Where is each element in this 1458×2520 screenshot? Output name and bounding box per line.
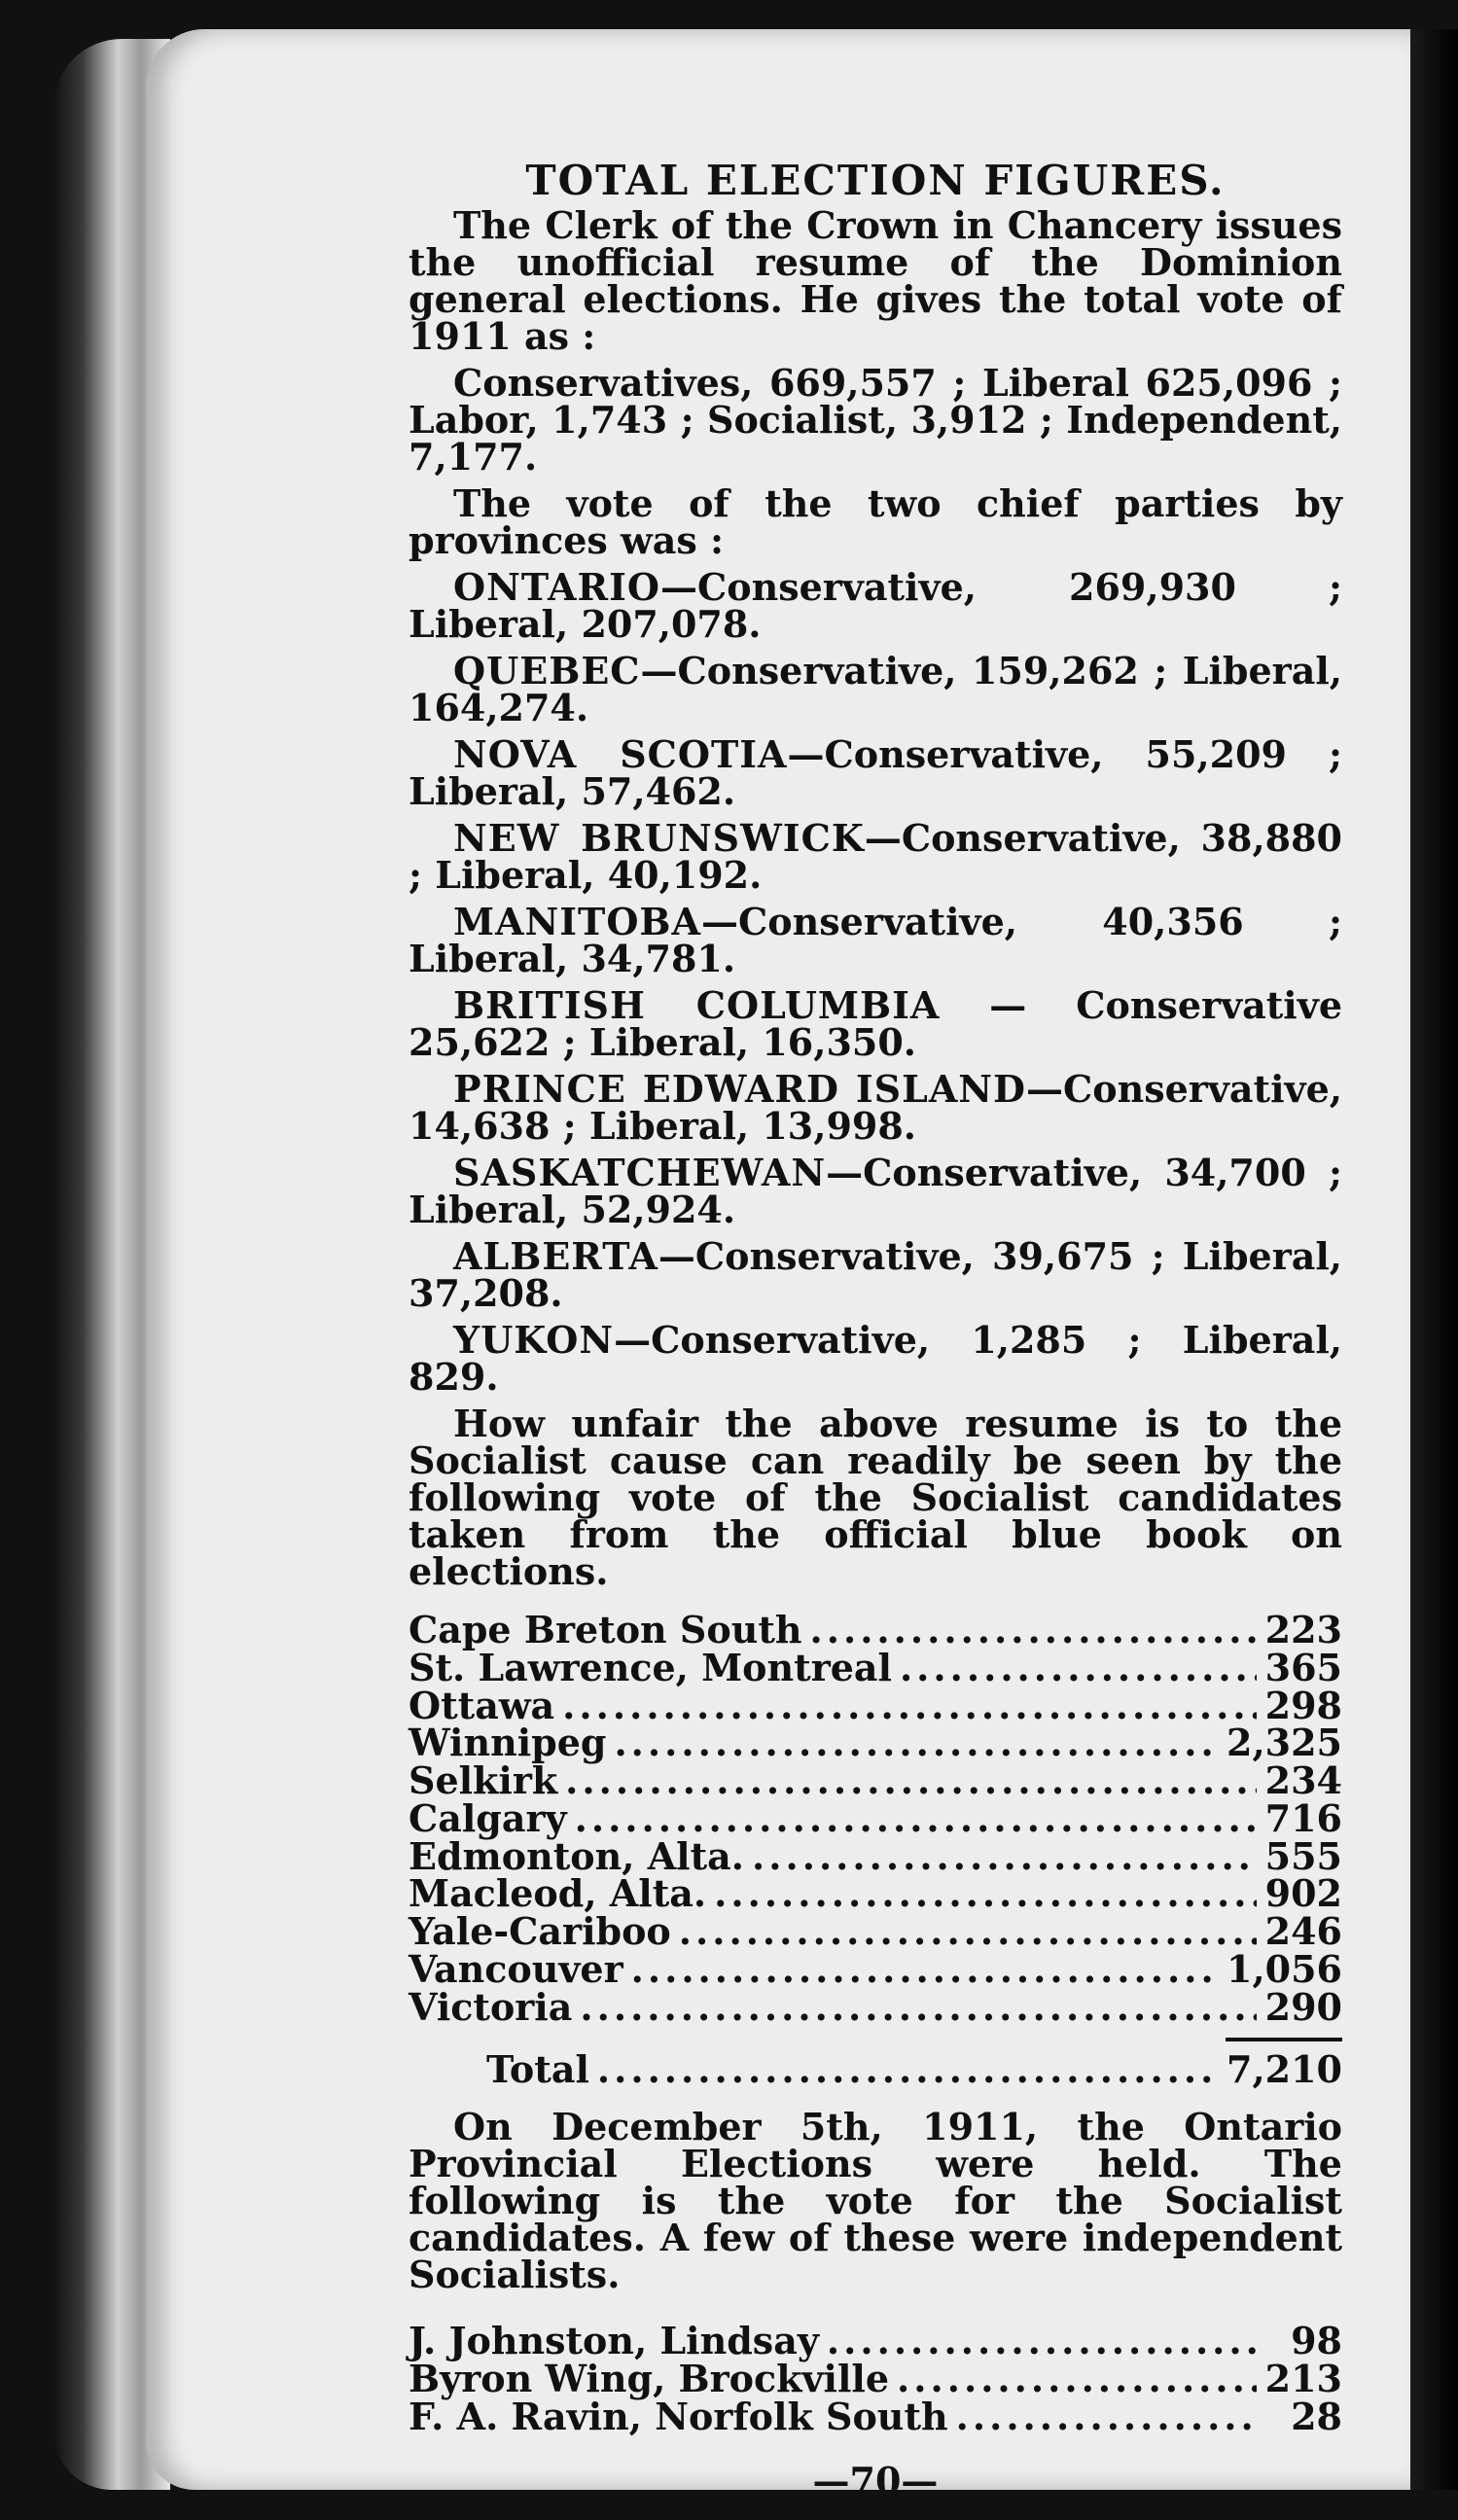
row-votes: 716	[1264, 1795, 1342, 1840]
row-votes: 98	[1291, 2319, 1342, 2362]
province-votes: —Conservative, 55,209 ; Liberal, 57,462.	[409, 732, 1342, 813]
row-votes: 298	[1264, 1683, 1342, 1727]
leader-dots	[631, 1951, 1219, 1989]
riding-vote-row	[409, 1645, 1342, 1689]
candidate-vote-row	[409, 2394, 1342, 2438]
totals-paragraph: Conservatives, 669,557 ; Liberal 625,096 ; Labor, 1,743 ; Socialist, 3,912 ; Independent, 7,177.	[409, 361, 1342, 479]
row-votes: 234	[1264, 1758, 1342, 1802]
riding-vote-row	[409, 1758, 1342, 1802]
page-title: TOTAL ELECTION FIGURES.	[525, 157, 1226, 204]
provinces-list	[409, 565, 1342, 1399]
province-votes: —Conservative, 1,285 ; Liberal, 829.	[409, 1318, 1342, 1399]
row-name: Winnipeg	[409, 1721, 607, 1765]
province-name: ALBERTA	[453, 1234, 658, 1278]
row-votes: 902	[1264, 1871, 1342, 1916]
leader-dots	[679, 1913, 1257, 1951]
row-votes: 1,056	[1227, 1946, 1342, 1991]
province-votes: —Conservative, 159,262 ; Liberal, 164,274.	[409, 649, 1342, 729]
leader-dots	[562, 1687, 1257, 1725]
province-paragraph	[409, 1234, 1342, 1315]
province-name: YUKON	[453, 1318, 615, 1362]
total-row	[409, 2047, 1342, 2092]
province-paragraph	[409, 565, 1342, 646]
row-name: Yale-Cariboo	[409, 1909, 671, 1953]
row-name: St. Lawrence, Montreal	[409, 1645, 892, 1689]
province-paragraph	[409, 900, 1342, 980]
province-paragraph	[409, 732, 1342, 813]
riding-vote-row	[409, 1795, 1342, 1840]
row-name: Macleod, Alta.	[409, 1871, 707, 1916]
row-votes: 2,325	[1227, 1721, 1342, 1765]
province-paragraph	[409, 1067, 1342, 1148]
province-name: NEW BRUNSWICK	[453, 816, 865, 860]
province-name: QUEBEC	[453, 649, 641, 692]
province-paragraph	[409, 983, 1342, 1064]
province-votes: —Conservative, 14,638 ; Liberal, 13,998.	[409, 1067, 1342, 1148]
province-name: MANITOBA	[453, 900, 702, 943]
leader-dots	[956, 2398, 1257, 2436]
province-votes: — Conservative 25,622 ; Liberal, 16,350.	[409, 983, 1342, 1064]
province-votes: —Conservative, 269,930 ; Liberal, 207,078.	[409, 565, 1342, 646]
province-paragraph	[409, 1151, 1342, 1231]
leader-dots	[597, 2051, 1219, 2089]
riding-vote-row	[409, 1608, 1342, 1651]
row-votes: 223	[1264, 1608, 1342, 1651]
row-name: Byron Wing, Brockville	[409, 2356, 890, 2400]
total-rule	[1226, 2038, 1342, 2041]
province-name: ONTARIO	[453, 565, 660, 609]
province-paragraph	[409, 816, 1342, 897]
leader-dots	[580, 1989, 1257, 2027]
row-name: Selkirk	[409, 1758, 558, 1802]
row-votes: 555	[1264, 1833, 1342, 1878]
row-votes: 290	[1264, 1984, 1342, 2029]
leader-dots	[565, 1762, 1257, 1800]
province-name: NOVA SCOTIA	[453, 732, 788, 776]
leader-dots	[575, 1800, 1257, 1838]
row-name: Calgary	[409, 1795, 567, 1840]
riding-vote-row	[409, 1721, 1342, 1765]
row-votes: 28	[1291, 2394, 1342, 2438]
unfair-paragraph: How unfair the above resume is to the Socialist cause can readily be seen by the following vote of the Socialist candidates taken from the official blue book on elections.	[409, 1402, 1342, 1593]
province-votes: —Conservative, 39,675 ; Liberal, 37,208.	[409, 1234, 1342, 1315]
row-name: J. Johnston, Lindsay	[409, 2319, 819, 2362]
row-votes: 213	[1264, 2356, 1342, 2400]
ontario-candidates-table	[409, 2319, 1342, 2438]
row-name: Edmonton, Alta.	[409, 1833, 745, 1878]
leader-dots	[810, 1612, 1257, 1650]
leader-dots	[897, 2360, 1257, 2398]
row-name: F. A. Ravin, Norfolk South	[409, 2394, 948, 2438]
province-votes: —Conservative, 38,880 ; Liberal, 40,192.	[409, 816, 1342, 897]
province-votes: —Conservative, 40,356 ; Liberal, 34,781.	[409, 900, 1342, 980]
row-name: Vancouver	[409, 1946, 623, 1991]
page-text	[409, 157, 1342, 2503]
leader-dots	[827, 2323, 1257, 2360]
province-paragraph	[409, 1318, 1342, 1399]
province-name: BRITISH COLUMBIA	[453, 983, 941, 1027]
provinces-intro: The vote of the two chief parties by provinces was :	[409, 481, 1342, 562]
socialist-votes-table	[409, 1608, 1342, 2029]
row-name: Ottawa	[409, 1683, 555, 1727]
candidate-vote-row	[409, 2319, 1342, 2362]
page-number: —70—	[812, 2459, 939, 2503]
total-label: Total	[486, 2047, 589, 2092]
leader-dots	[752, 1838, 1257, 1876]
riding-vote-row	[409, 1984, 1342, 2029]
riding-vote-row	[409, 1871, 1342, 1916]
province-votes: —Conservative, 34,700 ; Liberal, 52,924.	[409, 1151, 1342, 1231]
total-value: 7,210	[1227, 2047, 1342, 2092]
leader-dots	[614, 1724, 1219, 1762]
riding-vote-row	[409, 1833, 1342, 1878]
riding-vote-row	[409, 1683, 1342, 1727]
row-name: Victoria	[409, 1984, 573, 2029]
province-name: PRINCE EDWARD ISLAND	[453, 1067, 1026, 1111]
page-edge-shadow	[1410, 29, 1458, 2490]
leader-dots	[714, 1875, 1257, 1913]
ontario-paragraph: On December 5th, 1911, the Ontario Provincial Elections were held. The following is the vote for the Socialist candidates. A few of these were independent Socialists.	[409, 2105, 1342, 2296]
riding-vote-row	[409, 1909, 1342, 1953]
leader-dots	[900, 1650, 1257, 1687]
row-votes: 365	[1264, 1645, 1342, 1689]
province-paragraph	[409, 649, 1342, 729]
province-name: SASKATCHEWAN	[453, 1151, 827, 1194]
row-name: Cape Breton South	[409, 1608, 802, 1651]
row-votes: 246	[1264, 1909, 1342, 1953]
intro-paragraph: The Clerk of the Crown in Chancery issues the unofficial resume of the Dominion general elections. He gives the total vote of 1911 as :	[409, 203, 1342, 358]
candidate-vote-row	[409, 2356, 1342, 2400]
riding-vote-row	[409, 1946, 1342, 1991]
